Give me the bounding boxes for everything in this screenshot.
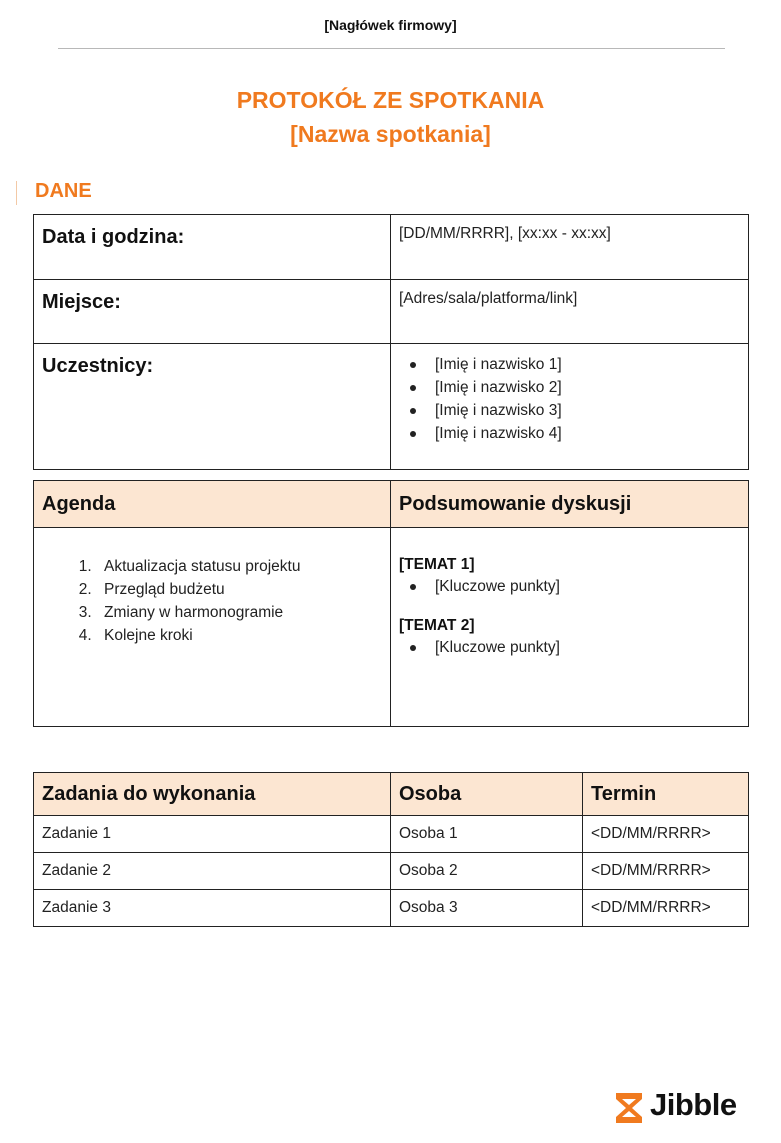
table-row: [34, 816, 749, 853]
task-person: Osoba 3: [391, 890, 583, 927]
details-row-participants: [34, 344, 749, 470]
document-title: PROTOKÓŁ ZE SPOTKANIA: [236, 87, 545, 113]
section-heading-dane: DANE: [35, 180, 92, 202]
topic-points: [399, 636, 740, 659]
participants-cell: [391, 344, 749, 470]
tasks-column-person: Osoba: [391, 773, 583, 816]
task-name: Zadanie 2: [34, 853, 391, 890]
topic-title: [TEMAT 2]: [399, 617, 475, 634]
participant-item: [Imię i nazwisko 4]: [435, 422, 740, 445]
details-row-datetime: [34, 215, 749, 280]
participants-label: Uczestnicy:: [34, 344, 391, 470]
task-name: Zadanie 1: [34, 816, 391, 853]
brand-name: Jibble: [650, 1087, 737, 1122]
participant-item: [Imię i nazwisko 3]: [435, 399, 740, 422]
section-marker: [16, 181, 17, 205]
tasks-header-row: [34, 773, 749, 816]
company-header: [Nagłówek firmowy]: [324, 17, 457, 33]
task-deadline: <DD/MM/RRRR>: [583, 816, 749, 853]
task-person: Osoba 2: [391, 853, 583, 890]
agenda-item: 4. Kolejne kroki: [96, 624, 382, 647]
agenda-body-row: [34, 528, 749, 727]
datetime-value: [DD/MM/RRRR], [xx:xx - xx:xx]: [391, 215, 749, 280]
agenda-list: [42, 555, 382, 647]
task-person: Osoba 1: [391, 816, 583, 853]
tasks-column-deadline: Termin: [583, 773, 749, 816]
tasks-table: [33, 772, 749, 927]
agenda-item: 3. Zmiany w harmonogramie: [96, 601, 382, 624]
participants-list: [399, 353, 740, 445]
meeting-name: [Nazwa spotkania]: [290, 121, 491, 147]
header-divider: [58, 48, 725, 49]
details-row-place: [34, 280, 749, 344]
tasks-column-task: Zadania do wykonania: [34, 773, 391, 816]
topic-point: [Kluczowe punkty]: [435, 636, 740, 659]
agenda-header: Agenda: [34, 481, 391, 528]
participant-item: [Imię i nazwisko 1]: [435, 353, 740, 376]
summary-header: Podsumowanie dyskusji: [391, 481, 749, 528]
details-table: [33, 214, 749, 470]
agenda-cell: [34, 528, 391, 727]
agenda-header-row: [34, 481, 749, 528]
table-row: [34, 853, 749, 890]
topic-point: [Kluczowe punkty]: [435, 575, 740, 598]
hourglass-logo-icon: [614, 1091, 644, 1125]
participant-item: [Imię i nazwisko 2]: [435, 376, 740, 399]
agenda-item: 1. Aktualizacja statusu projektu: [96, 555, 382, 578]
task-deadline: <DD/MM/RRRR>: [583, 853, 749, 890]
topic-title: [TEMAT 1]: [399, 556, 475, 573]
place-value: [Adres/sala/platforma/link]: [391, 280, 749, 344]
summary-cell: [391, 528, 749, 727]
task-name: Zadanie 3: [34, 890, 391, 927]
task-deadline: <DD/MM/RRRR>: [583, 890, 749, 927]
agenda-table: [33, 480, 749, 727]
datetime-label: Data i godzina:: [34, 215, 391, 280]
agenda-item: 2. Przegląd budżetu: [96, 578, 382, 601]
topic-points: [399, 575, 740, 598]
table-row: [34, 890, 749, 927]
place-label: Miejsce:: [34, 280, 391, 344]
brand-logo: [614, 1088, 764, 1128]
